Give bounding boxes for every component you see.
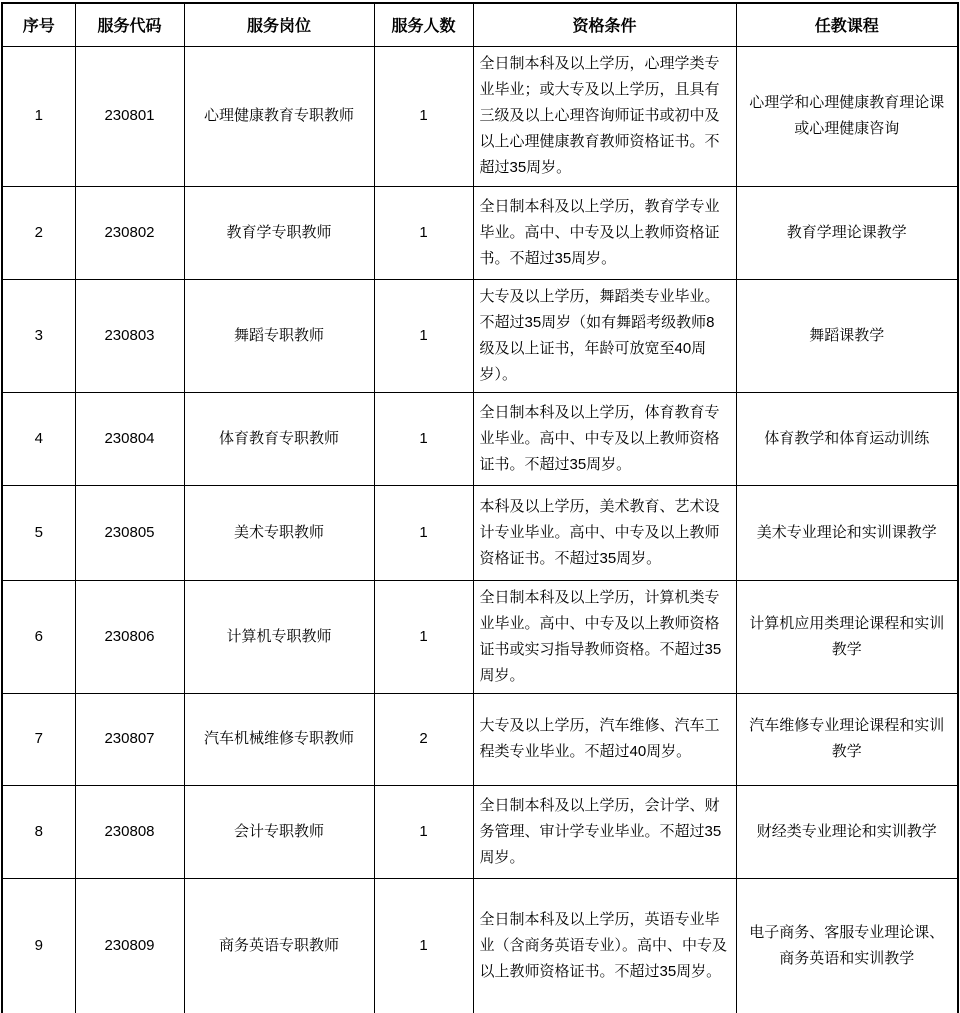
table-body <box>2 46 958 1013</box>
cell-qualification: 全日制本科及以上学历，体育教育专业毕业。高中、中专及以上教师资格证书。不超过35周岁。 <box>473 392 736 485</box>
header-qualification: 资格条件 <box>473 3 736 46</box>
cell-service-position: 计算机专职教师 <box>184 580 374 693</box>
cell-serial-number: 7 <box>2 693 75 785</box>
cell-service-count: 1 <box>374 392 473 485</box>
cell-qualification: 全日制本科及以上学历，会计学、财务管理、审计学专业毕业。不超过35周岁。 <box>473 785 736 878</box>
cell-service-position: 教育学专职教师 <box>184 186 374 279</box>
cell-service-count: 1 <box>374 785 473 878</box>
header-teaching-course: 任教课程 <box>736 3 958 46</box>
header-row <box>2 3 958 46</box>
cell-serial-number: 6 <box>2 580 75 693</box>
cell-teaching-course: 体育教学和体育运动训练 <box>736 392 958 485</box>
cell-service-code: 230802 <box>75 186 184 279</box>
cell-service-position: 心理健康教育专职教师 <box>184 46 374 186</box>
cell-serial-number: 3 <box>2 279 75 392</box>
header-service-position: 服务岗位 <box>184 3 374 46</box>
cell-service-code: 230803 <box>75 279 184 392</box>
cell-qualification: 大专及以上学历，汽车维修、汽车工程类专业毕业。不超过40周岁。 <box>473 693 736 785</box>
cell-service-position: 体育教育专职教师 <box>184 392 374 485</box>
table-row <box>2 279 958 392</box>
cell-serial-number: 2 <box>2 186 75 279</box>
cell-service-code: 230805 <box>75 485 184 580</box>
cell-service-code: 230809 <box>75 878 184 1013</box>
cell-qualification: 大专及以上学历，舞蹈类专业毕业。不超过35周岁（如有舞蹈考级教师8级及以上证书，年龄可放宽至40周岁）。 <box>473 279 736 392</box>
cell-teaching-course: 心理学和心理健康教育理论课或心理健康咨询 <box>736 46 958 186</box>
table-row <box>2 580 958 693</box>
header-service-code: 服务代码 <box>75 3 184 46</box>
cell-teaching-course: 汽车维修专业理论课程和实训教学 <box>736 693 958 785</box>
cell-teaching-course: 财经类专业理论和实训教学 <box>736 785 958 878</box>
table-row <box>2 46 958 186</box>
header-service-count: 服务人数 <box>374 3 473 46</box>
cell-serial-number: 1 <box>2 46 75 186</box>
cell-service-count: 1 <box>374 279 473 392</box>
cell-serial-number: 8 <box>2 785 75 878</box>
table-row <box>2 785 958 878</box>
cell-service-position: 汽车机械维修专职教师 <box>184 693 374 785</box>
cell-teaching-course: 美术专业理论和实训课教学 <box>736 485 958 580</box>
cell-teaching-course: 电子商务、客服专业理论课、商务英语和实训教学 <box>736 878 958 1013</box>
table-row <box>2 693 958 785</box>
cell-service-position: 舞蹈专职教师 <box>184 279 374 392</box>
cell-service-count: 1 <box>374 878 473 1013</box>
cell-service-code: 230804 <box>75 392 184 485</box>
cell-service-position: 美术专职教师 <box>184 485 374 580</box>
cell-qualification: 全日制本科及以上学历，计算机类专业毕业。高中、中专及以上教师资格证书或实习指导教师资格。不超过35周岁。 <box>473 580 736 693</box>
cell-qualification: 全日制本科及以上学历，英语专业毕业（含商务英语专业）。高中、中专及以上教师资格证书。不超过35周岁。 <box>473 878 736 1013</box>
header-serial-number: 序号 <box>2 3 75 46</box>
cell-qualification: 本科及以上学历，美术教育、艺术设计专业毕业。高中、中专及以上教师资格证书。不超过35周岁。 <box>473 485 736 580</box>
cell-service-count: 1 <box>374 485 473 580</box>
cell-serial-number: 5 <box>2 485 75 580</box>
table-row <box>2 392 958 485</box>
cell-service-code: 230807 <box>75 693 184 785</box>
cell-service-count: 1 <box>374 46 473 186</box>
cell-service-position: 商务英语专职教师 <box>184 878 374 1013</box>
cell-service-position: 会计专职教师 <box>184 785 374 878</box>
table-row <box>2 485 958 580</box>
table-row <box>2 186 958 279</box>
cell-teaching-course: 舞蹈课教学 <box>736 279 958 392</box>
cell-service-count: 2 <box>374 693 473 785</box>
cell-qualification: 全日制本科及以上学历，教育学专业毕业。高中、中专及以上教师资格证书。不超过35周岁。 <box>473 186 736 279</box>
cell-qualification: 全日制本科及以上学历，心理学类专业毕业；或大专及以上学历，且具有三级及以上心理咨询师证书或初中及以上心理健康教育教师资格证书。不超过35周岁。 <box>473 46 736 186</box>
table-row <box>2 878 958 1013</box>
cell-serial-number: 4 <box>2 392 75 485</box>
recruitment-positions-table <box>1 2 959 1013</box>
cell-service-code: 230801 <box>75 46 184 186</box>
cell-teaching-course: 教育学理论课教学 <box>736 186 958 279</box>
cell-service-code: 230808 <box>75 785 184 878</box>
cell-serial-number: 9 <box>2 878 75 1013</box>
cell-service-code: 230806 <box>75 580 184 693</box>
cell-service-count: 1 <box>374 580 473 693</box>
cell-service-count: 1 <box>374 186 473 279</box>
cell-teaching-course: 计算机应用类理论课程和实训教学 <box>736 580 958 693</box>
